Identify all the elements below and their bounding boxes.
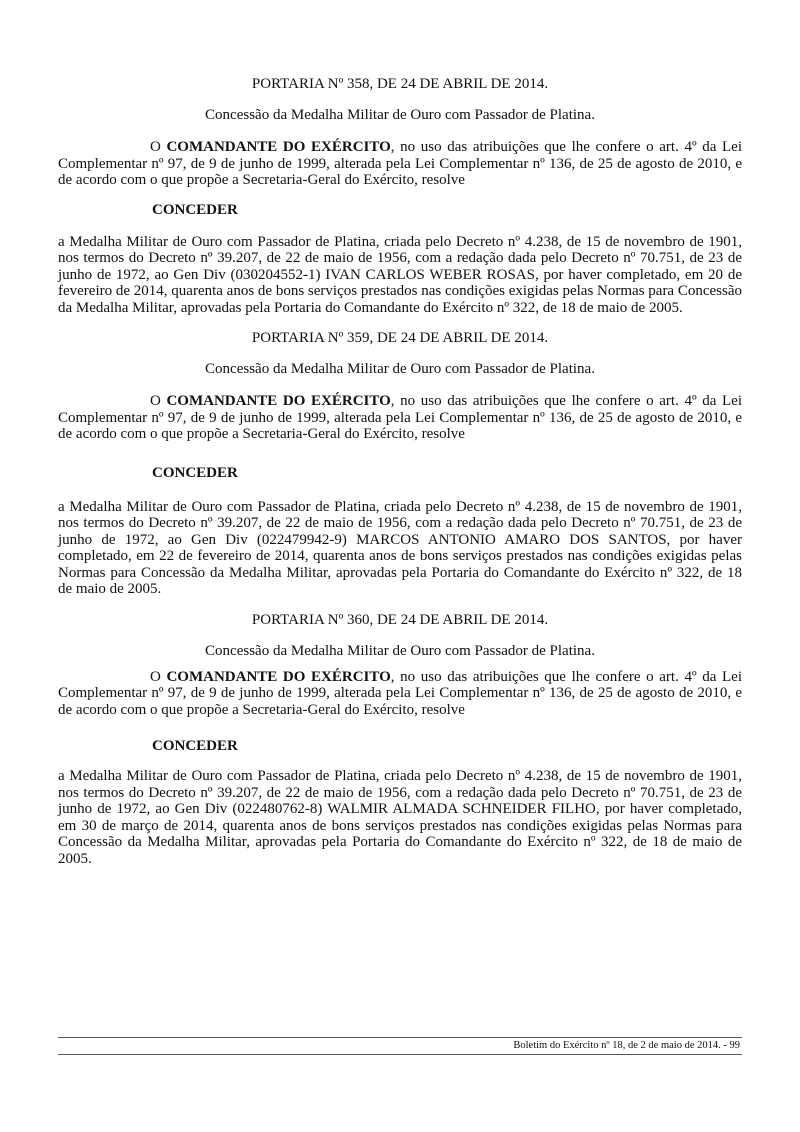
- intro-prefix: O: [150, 139, 167, 155]
- portaria-body: a Medalha Militar de Ouro com Passador de Platina, criada pelo Decreto nº 4.238, de 15 de novembro de 1901, nos termos do Decreto nº 39.207, de 22 de maio de 1956, com a redação dada pelo Decreto nº 70.751, de 23 de junho de 1972, ao Gen Div (022479942-9) MARCOS ANTONIO AMARO DOS SANTOS, por haver completado, em 22 de fevereiro de 2014, quarenta anos de bons serviços prestados nas condições exigidas pelas Normas para Concessão da Medalha Militar, aprovadas pela Portaria do Comandante do Exército nº 322, de 18 de maio de 2005.: [58, 498, 742, 597]
- portaria-verb: CONCEDER: [152, 201, 238, 218]
- portaria-body: a Medalha Militar de Ouro com Passador de Platina, criada pelo Decreto nº 4.238, de 15 de novembro de 1901, nos termos do Decreto nº 39.207, de 22 de maio de 1956, com a redação dada pelo Decreto nº 70.751, de 23 de junho de 1972, ao Gen Div (030204552-1) IVAN CARLOS WEBER ROSAS, por haver completado, em 20 de fevereiro de 2014, quarenta anos de bons serviços prestados nas condições exigidas pelas Normas para Concessão da Medalha Militar, aprovadas pela Portaria do Comandante do Exército nº 322, de 18 de maio de 2005.: [58, 233, 742, 316]
- page-footer: [58, 1037, 742, 1055]
- document-page: [58, 74, 742, 867]
- footer-text: Boletim do Exército nº 18, de 2 de maio de 2014. - 99: [513, 1040, 740, 1051]
- portaria-title: PORTARIA Nº 359, DE 24 DE ABRIL DE 2014.: [251, 330, 549, 346]
- portaria-subject: Concessão da Medalha Militar de Ouro com Passador de Platina.: [205, 361, 595, 377]
- portaria-title: PORTARIA Nº 360, DE 24 DE ABRIL DE 2014.: [251, 611, 549, 628]
- portaria-358: [58, 74, 742, 316]
- footer-top-rule: [58, 1037, 742, 1038]
- portaria-verb: CONCEDER: [152, 464, 238, 481]
- intro-authority: COMANDANTE DO EXÉRCITO: [166, 668, 391, 685]
- portaria-title: PORTARIA Nº 358, DE 24 DE ABRIL DE 2014.: [251, 76, 549, 92]
- intro-prefix: O: [150, 668, 167, 685]
- intro-authority: COMANDANTE DO EXÉRCITO: [166, 139, 391, 155]
- portaria-subject: Concessão da Medalha Militar de Ouro com Passador de Platina.: [205, 107, 595, 123]
- portaria-intro: [58, 139, 742, 189]
- portaria-359: [58, 328, 742, 598]
- footer-bottom-rule: [58, 1054, 742, 1055]
- portaria-subject: Concessão da Medalha Militar de Ouro com Passador de Platina.: [205, 642, 595, 659]
- portaria-verb: CONCEDER: [152, 738, 238, 754]
- intro-rest: , no uso das atribuições que lhe confere o art. 4º da Lei Complementar nº 97, de 9 de junho de 1999, alterada pela Lei Complementar nº 136, de 25 de agosto de 2010, e de acordo com o que propõe a Secretaria-Geral do Exército, resolve: [58, 139, 742, 188]
- portaria-360: [58, 610, 742, 868]
- intro-rest: , no uso das atribuições que lhe confere o art. 4º da Lei Complementar nº 97, de 9 de junho de 1999, alterada pela Lei Complementar nº 136, de 25 de agosto de 2010, e de acordo com o que propõe a Secretaria-Geral do Exército, resolve: [58, 393, 742, 442]
- intro-prefix: O: [150, 393, 167, 409]
- portaria-intro: [58, 669, 742, 719]
- intro-rest: , no uso das atribuições que lhe confere o art. 4º da Lei Complementar nº 97, de 9 de junho de 1999, alterada pela Lei Complementar nº 136, de 25 de agosto de 2010, e de acordo com o que propõe a Secretaria-Geral do Exército, resolve: [58, 668, 742, 718]
- portaria-intro: [58, 393, 742, 443]
- intro-authority: COMANDANTE DO EXÉRCITO: [166, 393, 391, 409]
- portaria-body: a Medalha Militar de Ouro com Passador de Platina, criada pelo Decreto nº 4.238, de 15 de novembro de 1901, nos termos do Decreto nº 39.207, de 22 de maio de 1956, com a redação dada pelo Decreto nº 70.751, de 23 de junho de 1972, ao Gen Div (022480762-8) WALMIR ALMADA SCHNEIDER FILHO, por haver completado, em 30 de março de 2014, quarenta anos de bons serviços prestados nas condições exigidas pelas Normas para Concessão da Medalha Militar, aprovadas pela Portaria do Comandante do Exército nº 322, de 18 de maio de 2005.: [58, 768, 742, 867]
